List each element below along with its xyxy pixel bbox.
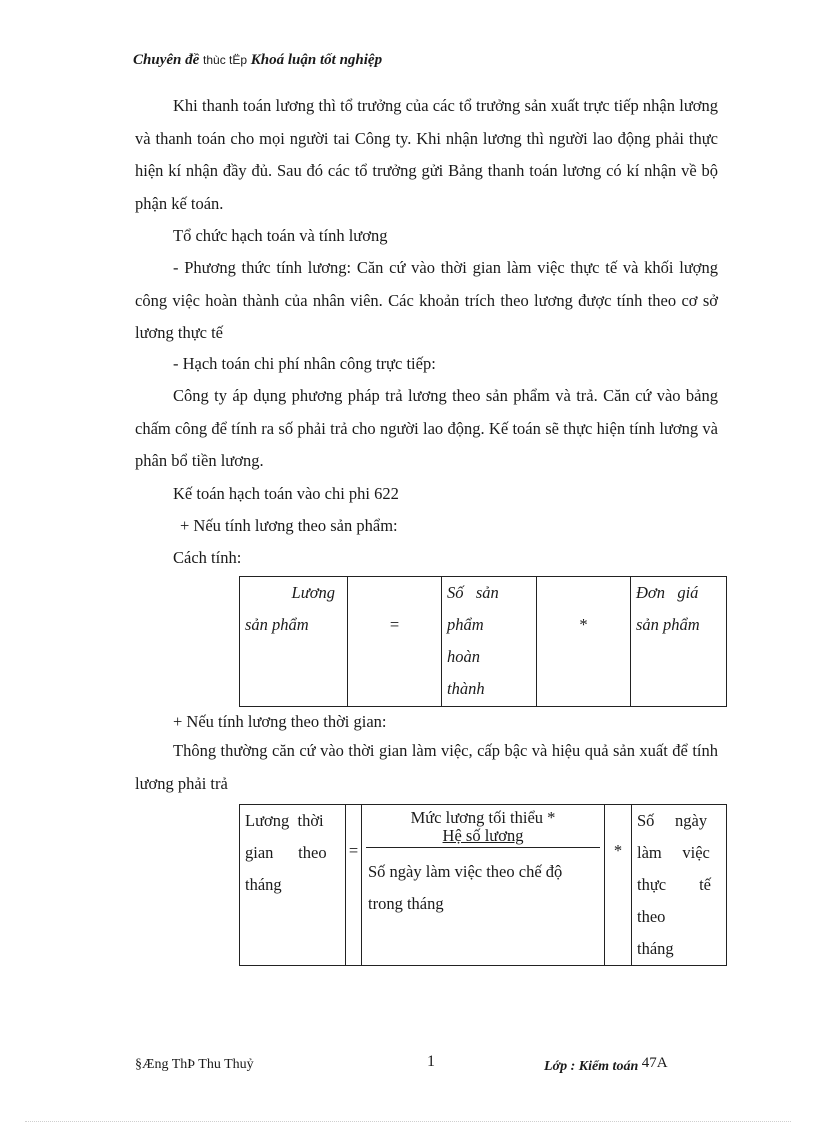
- footer-class-code: 47A: [641, 1055, 668, 1071]
- formula-cell-time-wage: Lương thời gian theo tháng: [240, 805, 346, 966]
- formula-cell-completed-quantity: Số sản phẩm hoàn thành: [442, 577, 537, 707]
- formula-cell-fraction: [362, 805, 605, 966]
- paragraph-organization: Tổ chức hạch toán và tính lương: [173, 226, 388, 245]
- paragraph-by-time: + Nếu tính lương theo thời gian:: [173, 712, 387, 731]
- header-title-part3: Khoá luận tốt nghiệp: [250, 52, 383, 68]
- formula-cell-multiply: *: [605, 805, 632, 966]
- page-bottom-divider: [25, 1121, 791, 1122]
- fraction-bar: [366, 847, 600, 848]
- footer-class: [544, 1055, 668, 1075]
- header-title-part1: Chuyên đề: [133, 52, 200, 68]
- formula-cell-equals: =: [346, 805, 362, 966]
- formula-cell-working-days: Số ngày làm việc thực tế theo tháng: [632, 805, 727, 966]
- fraction-denominator-line1: Số ngày làm việc theo chế độ: [368, 862, 563, 881]
- paragraph-company-method: Công ty áp dụng phương pháp trả lương theo sản phẩm và trả. Căn cứ vào bảng chấm công để tính ra số phải trả cho người lao động. Kế toán sẽ thực hiện tính lương và phân bổ tiền lương.: [135, 386, 718, 470]
- time-wage-formula-table: [239, 804, 727, 966]
- fraction-numerator-line1: Mức lương tối thiểu *: [410, 808, 556, 827]
- paragraph-salary-payment: Khi thanh toán lương thì tổ trưởng của các tổ trưởng sản xuất trực tiếp nhận lương và thanh toán cho mọi người tai Công ty. Khi nhận lương thì người lao động phải thực hiện kí nhận đầy đủ. Sau đó các tổ trưởng gửi Bảng thanh toán lương có kí nhận về bộ phận kế toán.: [135, 96, 718, 213]
- paragraph-calculation-method: - Phương thức tính lương: Căn cứ vào thời gian làm việc thực tế và khối lượng công việc hoàn thành của nhân viên. Các khoản trích theo lương được tính theo cơ sở lương thực tế: [135, 258, 718, 342]
- formula-cell-product-wage: Lương sản phẩm: [240, 577, 348, 707]
- paragraph-account-622: Kế toán hạch toán vào chi phi 622: [173, 484, 399, 503]
- product-wage-formula-table: [239, 576, 727, 707]
- footer-author: §Æng ThÞ Thu Thuỷ: [135, 1057, 254, 1072]
- fraction-denominator-line2: trong tháng: [368, 894, 444, 913]
- formula-cell-unit-price: Đơn giá sản phẩm: [631, 577, 727, 707]
- paragraph-time-basis: Thông thường căn cứ vào thời gian làm việc, cấp bậc và hiệu quả sản xuất để tính lương phải trả: [135, 741, 718, 793]
- page-number: 1: [427, 1053, 435, 1070]
- fraction-numerator-line2: Hệ số lương: [442, 826, 524, 845]
- formula-cell-equals: =: [348, 577, 442, 707]
- footer-class-label: Lớp : Kiểm toán: [544, 1059, 639, 1074]
- paragraph-how-to-calc: Cách tính:: [173, 548, 242, 567]
- formula-cell-multiply: *: [537, 577, 631, 707]
- header-title-part2: thùc tËp: [203, 53, 248, 67]
- page-header: [133, 52, 382, 69]
- paragraph-by-product: + Nếu tính lương theo sản phẩm:: [180, 516, 398, 535]
- paragraph-direct-labor: - Hạch toán chi phí nhân công trực tiếp:: [173, 354, 436, 373]
